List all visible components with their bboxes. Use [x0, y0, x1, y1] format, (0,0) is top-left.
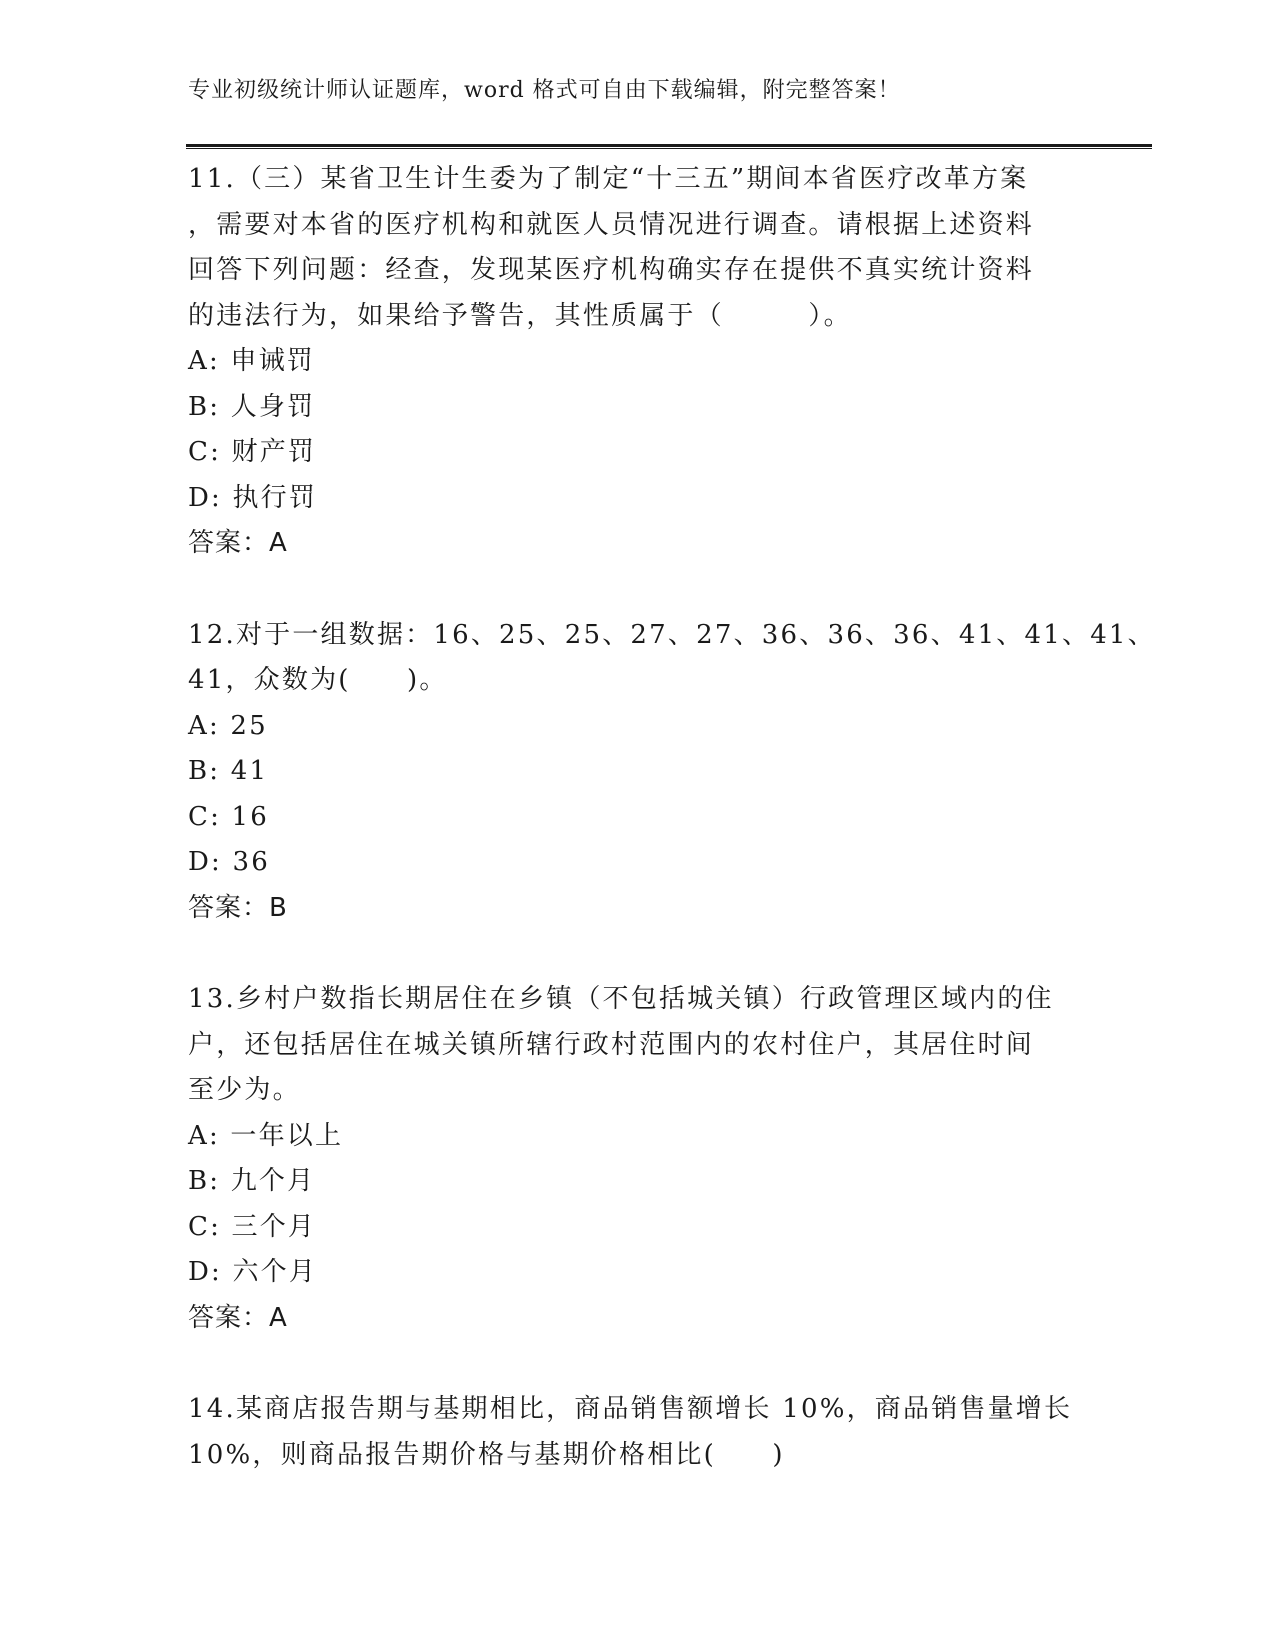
question-stem-line: 12.对于一组数据：16、25、25、27、27、36、36、36、41、41、41、 — [188, 619, 1156, 650]
option-a: A: 一年以上 — [188, 1120, 344, 1151]
option-b: B: 九个月 — [188, 1166, 316, 1196]
question-stem-line: 10%，则商品报告期价格与基期价格相比( ) — [188, 1439, 785, 1470]
question-stem-line: 11.（三）某省卫生计生委为了制定“十三五”期间本省医疗改革方案 — [188, 164, 1029, 194]
option-b: B: 人身罚 — [188, 391, 316, 422]
option-c: C: 三个月 — [188, 1211, 317, 1242]
question-stem-line: 41，众数为( )。 — [188, 665, 448, 695]
question-stem-line: 户，还包括居住在城关镇所辖行政村范围内的农村住户，其居住时间 — [188, 1029, 1035, 1060]
header-divider — [186, 144, 1152, 149]
question-stem-line: ，需要对本省的医疗机构和就医人员情况进行调查。请根据上述资料 — [188, 209, 1035, 240]
question-stem-line: 14.某商店报告期与基期相比，商品销售额增长 10%，商品销售量增长 — [188, 1394, 1073, 1424]
option-c: C: 财产罚 — [188, 437, 317, 467]
option-b: B: 41 — [188, 756, 269, 786]
option-a: A: 申诫罚 — [188, 346, 316, 376]
question-12 — [188, 613, 1156, 932]
question-13 — [188, 977, 1088, 1341]
answer-line: 答案：A — [188, 1302, 288, 1333]
question-14 — [188, 1387, 1088, 1478]
answer-line: 答案：A — [188, 528, 288, 558]
option-a: A: 25 — [188, 710, 268, 741]
question-stem-line: 13.乡村户数指长期居住在乡镇（不包括城关镇）行政管理区域内的住 — [188, 984, 1054, 1014]
page-header: 专业初级统计师认证题库，word 格式可自由下载编辑，附完整答案！ — [188, 78, 901, 103]
answer-line: 答案：B — [188, 892, 288, 923]
option-d: D: 六个月 — [188, 1257, 318, 1287]
question-11 — [188, 157, 1088, 567]
option-c: C: 16 — [188, 801, 270, 832]
question-list — [188, 157, 1156, 1524]
option-d: D: 执行罚 — [188, 482, 318, 513]
question-stem-line: 至少为。 — [188, 1075, 301, 1105]
option-d: D: 36 — [188, 847, 270, 877]
question-stem-line: 回答下列问题：经查，发现某医疗机构确实存在提供不真实统计资料 — [188, 255, 1035, 285]
question-stem-line: 的违法行为，如果给予警告，其性质属于（ ）。 — [188, 300, 852, 331]
